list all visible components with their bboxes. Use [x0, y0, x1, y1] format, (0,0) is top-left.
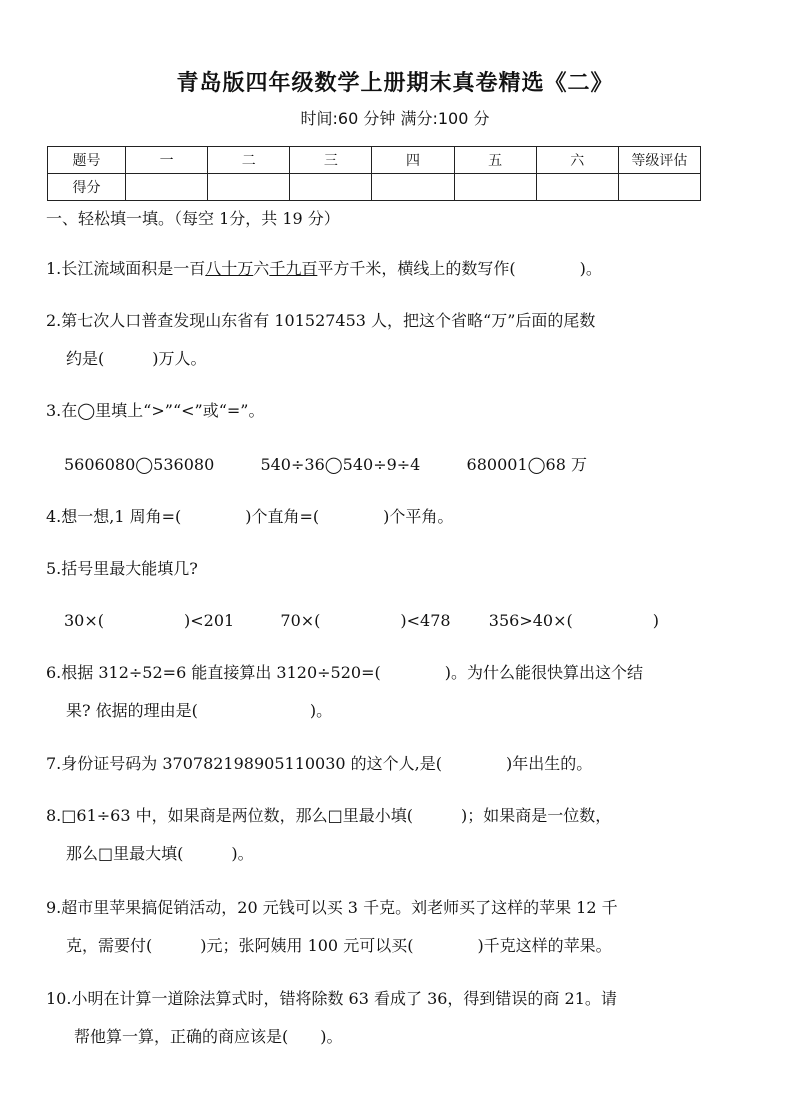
score-entry-cell[interactable]	[618, 174, 700, 201]
question-text: 10.小明在计算一道除法算式时，错将除数 63 看成了 36，得到错误的商 21。请	[46, 989, 617, 1008]
exam-time-score: 时间:60 分钟 满分:100 分	[300, 109, 490, 128]
question-5-items	[64, 602, 774, 640]
table-cell: 题号	[48, 147, 126, 174]
compare-item: 5606080◯536080	[64, 455, 215, 474]
question-text: 5.括号里最大能填几?	[46, 559, 198, 578]
fill-item: 356>40×( )	[488, 611, 659, 630]
fill-item: 70×( )<478	[280, 611, 451, 630]
question-8	[46, 797, 756, 873]
question-1	[46, 250, 756, 288]
underlined-text: 八十万	[205, 259, 254, 278]
score-table-header-row	[48, 147, 701, 174]
question-text: 平方千米，横线上的数写作( )。	[317, 259, 602, 278]
underlined-text: 千九百	[269, 259, 318, 278]
table-cell: 四	[372, 147, 454, 174]
table-cell: 三	[290, 147, 372, 174]
question-text: 果? 依据的理由是( )。	[66, 701, 333, 720]
fill-item: 30×( )<201	[64, 611, 235, 630]
score-entry-cell[interactable]	[126, 174, 208, 201]
score-table	[47, 146, 701, 201]
question-text: 1.长江流域面积是一百	[46, 259, 206, 278]
question-text: 9.超市里苹果搞促销活动，20 元钱可以买 3 千克。刘老师买了这样的苹果 12 千	[46, 898, 618, 917]
question-text: 克，需要付( )元；张阿姨用 100 元可以买( )千克这样的苹果。	[66, 936, 612, 955]
question-text: 3.在◯里填上“>”“<”或“=”。	[46, 401, 265, 420]
question-7	[46, 745, 756, 783]
table-cell: 一	[126, 147, 208, 174]
question-6	[46, 654, 756, 730]
question-text: 六	[253, 259, 270, 278]
score-entry-cell[interactable]	[536, 174, 618, 201]
question-5	[46, 550, 756, 588]
page-title: 青岛版四年级数学上册期末真卷精选《二》	[176, 71, 614, 96]
score-entry-cell[interactable]	[208, 174, 290, 201]
table-cell: 五	[454, 147, 536, 174]
question-text: 4.想一想,1 周角=( )个直角=( )个平角。	[46, 507, 454, 526]
score-entry-cell[interactable]	[290, 174, 372, 201]
score-entry-cell[interactable]	[454, 174, 536, 201]
question-4	[46, 498, 756, 536]
compare-item: 680001◯68 万	[466, 455, 587, 474]
question-text: 7.身份证号码为 370782198905110030 的这个人,是( )年出生的。	[46, 754, 593, 773]
score-entry-cell[interactable]	[372, 174, 454, 201]
question-text: 2.第七次人口普查发现山东省有 101527453 人，把这个省略“万”后面的尾数	[46, 311, 596, 330]
question-10	[46, 980, 756, 1056]
question-text: 8.□61÷63 中，如果商是两位数，那么□里最小填( )；如果商是一位数，	[46, 806, 612, 825]
question-3	[46, 392, 756, 430]
table-cell: 等级评估	[618, 147, 700, 174]
question-text: 约是( )万人。	[66, 349, 207, 368]
question-3-items	[64, 446, 774, 484]
question-text: 帮他算一算，正确的商应该是( )。	[74, 1027, 343, 1046]
question-9	[46, 889, 756, 965]
question-text: 那么□里最大填( )。	[66, 844, 254, 863]
table-cell: 得分	[48, 174, 126, 201]
table-cell: 六	[536, 147, 618, 174]
table-cell: 二	[208, 147, 290, 174]
compare-item: 540÷36◯540÷9÷4	[260, 455, 421, 474]
question-text: 6.根据 312÷52=6 能直接算出 3120÷520=( )。为什么能很快算出这个结	[46, 663, 643, 682]
score-table-score-row	[48, 174, 701, 201]
section-title: 一、轻松填一填。（每空 1分，共 19 分）	[46, 209, 340, 228]
question-2	[46, 302, 756, 378]
